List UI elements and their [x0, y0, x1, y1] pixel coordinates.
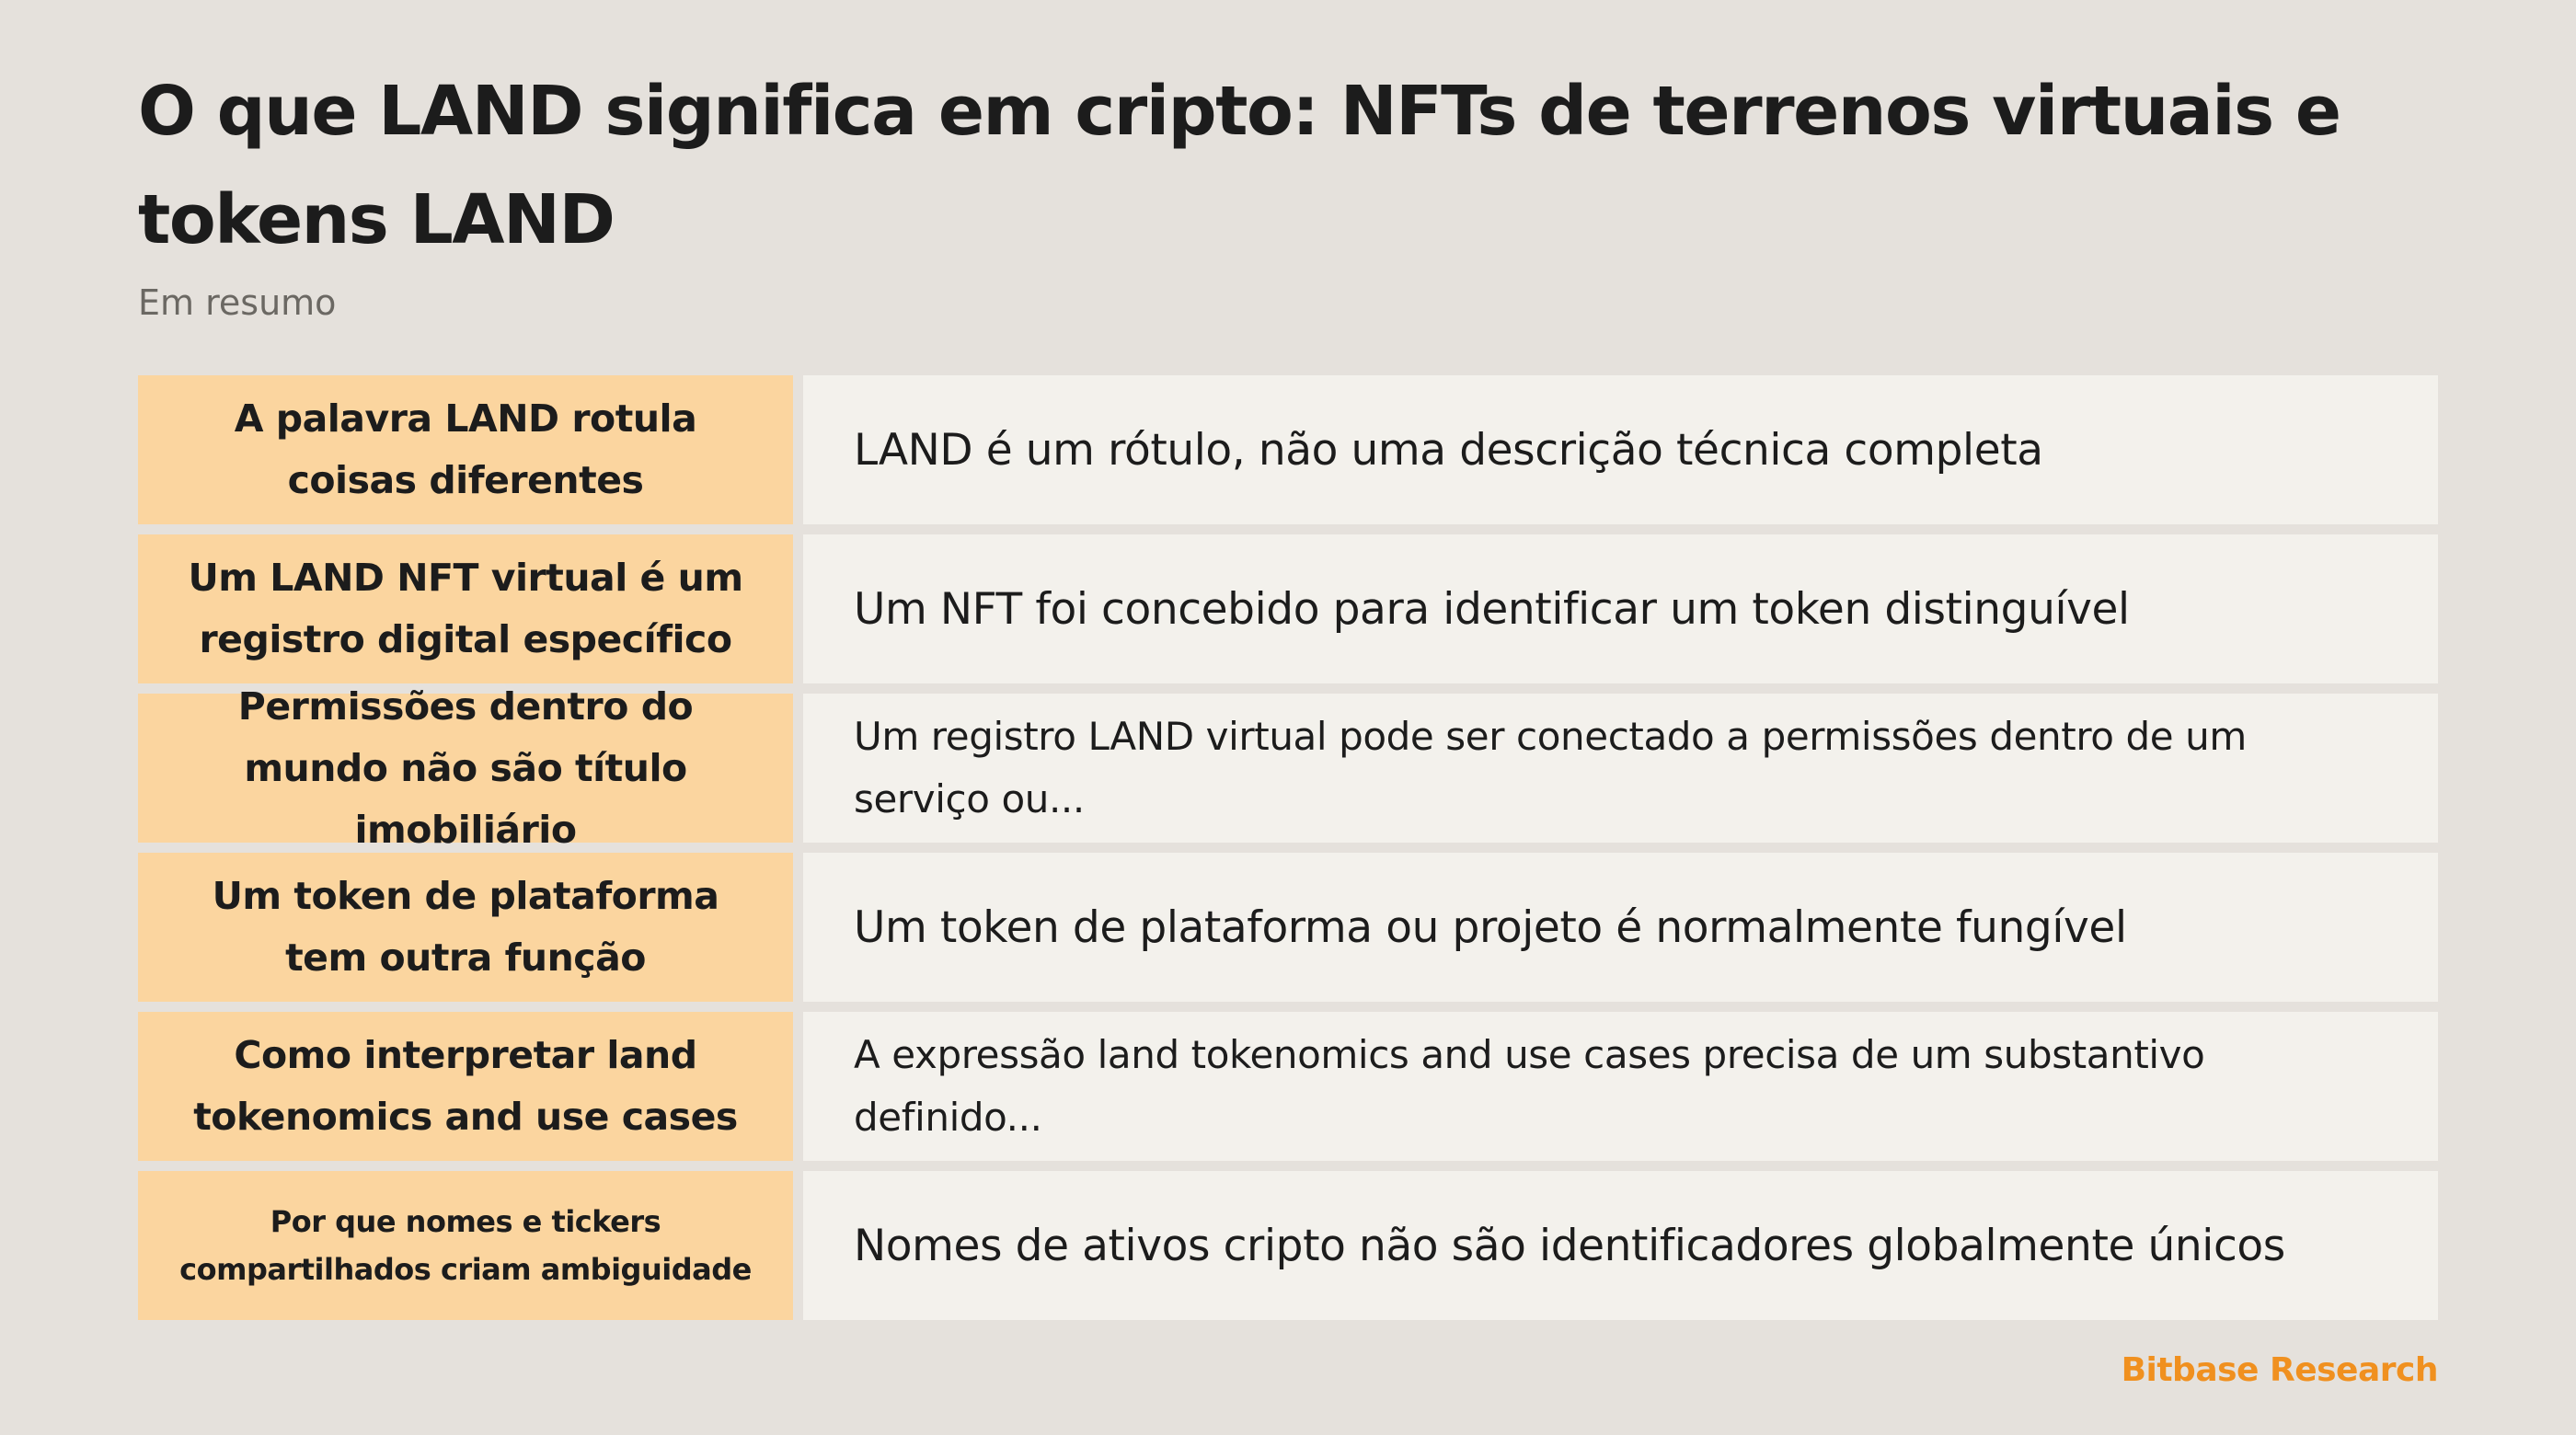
summary-table: [138, 375, 2438, 1330]
row-label: Por que nomes e tickers compartilhados criam ambiguidade: [138, 1171, 793, 1320]
page-subtitle: Em resumo: [138, 282, 337, 323]
row-label: Um LAND NFT virtual é um registro digital específico: [138, 534, 793, 683]
summary-row: [138, 1171, 2438, 1320]
row-value: Um NFT foi concebido para identificar um token distinguível: [803, 534, 2438, 683]
summary-row: [138, 534, 2438, 683]
row-value: A expressão land tokenomics and use cases precisa de um substantivo definido...: [803, 1012, 2438, 1161]
summary-row: [138, 375, 2438, 524]
row-label: Um token de plataforma tem outra função: [138, 853, 793, 1002]
summary-row: [138, 683, 2438, 852]
row-label: Permissões dentro do mundo não são título imobiliário: [138, 694, 793, 843]
row-value: Nomes de ativos cripto não são identificadores globalmente únicos: [803, 1171, 2438, 1320]
summary-page: [138, 57, 2438, 1287]
summary-row: [138, 853, 2438, 1002]
summary-row: [138, 1012, 2438, 1161]
page-title: O que LAND significa em cripto: NFTs de terrenos virtuais e tokens LAND: [138, 72, 2340, 259]
row-label: Como interpretar land tokenomics and use cases: [138, 1012, 793, 1161]
row-value: Um registro LAND virtual pode ser conectado a permissões dentro de um serviço ou...: [803, 694, 2438, 843]
brand-footer: Bitbase Research: [2121, 1351, 2438, 1389]
row-value: Um token de plataforma ou projeto é normalmente fungível: [803, 853, 2438, 1002]
row-label: A palavra LAND rotula coisas diferentes: [138, 375, 793, 524]
row-value: LAND é um rótulo, não uma descrição técnica completa: [803, 375, 2438, 524]
